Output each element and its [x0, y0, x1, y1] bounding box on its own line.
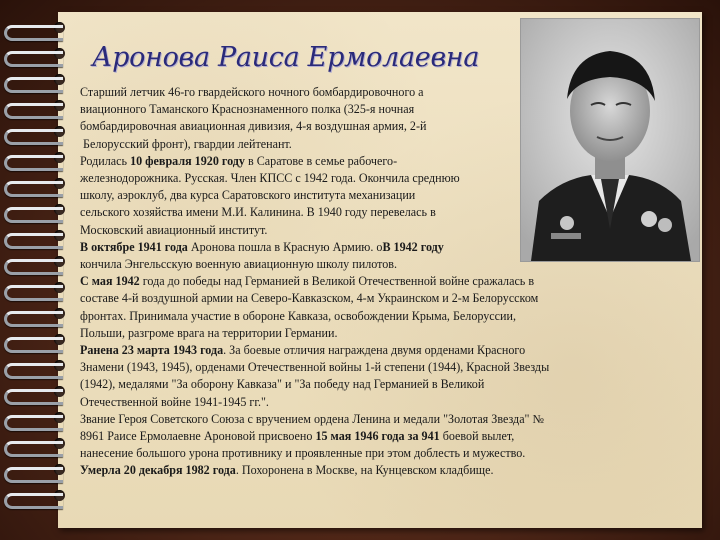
- binding-ring: [4, 410, 68, 426]
- war-date: С мая 1942: [80, 274, 140, 289]
- text-span: Родилась: [80, 153, 131, 168]
- binding-ring: [4, 358, 68, 374]
- army-date: В октябре 1941 года: [80, 239, 188, 254]
- death-date: Умерла 20 декабря 1982 года: [80, 463, 236, 478]
- text-line: железнодорожника. Русская. Член КПСС с 1942 года. Окончила среднюю: [80, 171, 460, 186]
- binding-ring: [4, 436, 68, 452]
- text-span: в Саратове в семье рабочего-: [244, 153, 398, 168]
- text-line: бомбардировочная авиационная дивизия, 4-я воздушная армия, 2-й: [80, 119, 427, 134]
- page-title: Аронова Раиса Ермолаевна: [92, 42, 480, 73]
- binding-ring: [4, 176, 68, 192]
- hero-date: 15 мая 1946 года за 941: [315, 429, 440, 444]
- binding-ring: [4, 124, 68, 140]
- binding-ring: [4, 280, 68, 296]
- text-line: [80, 239, 640, 256]
- binding-ring: [4, 332, 68, 348]
- text-line: [80, 273, 640, 290]
- binding-ring: [4, 46, 68, 62]
- binding-ring: [4, 98, 68, 114]
- binding-ring: [4, 462, 68, 478]
- text-line: фронтах. Принимала участие в обороне Кавказа, освобождении Крыма, Белоруссии,: [80, 308, 517, 323]
- text-span: боевой вылет,: [439, 429, 515, 444]
- text-line: [80, 153, 640, 170]
- text-line: Московский авиационный институт.: [80, 222, 268, 237]
- birth-date: 10 февраля 1920 году: [130, 153, 245, 168]
- text-line: Знамени (1943, 1945), орденами Отечественной войны 1-й степени (1944), Красной Звезды: [80, 360, 550, 375]
- text-span: . Похоронена в Москве, на Кунцевском кладбище.: [235, 463, 494, 478]
- text-line: [80, 462, 640, 479]
- biography-text: [80, 84, 640, 480]
- text-line: [80, 342, 640, 359]
- text-span: года до победы над Германией в Великой Отечественной войне сражалась в: [139, 274, 535, 289]
- text-line: нанесение большого урона противнику и проявленные при этом доблесть и мужество.: [80, 446, 526, 461]
- binding-ring: [4, 306, 68, 322]
- text-line: виационного Таманского Краснознаменного полка (325-я ночная: [80, 102, 415, 117]
- binding-ring: [4, 228, 68, 244]
- binding-ring: [4, 202, 68, 218]
- text-line: школу, аэроклуб, два курса Саратовского института механизации: [80, 188, 416, 203]
- binding-ring: [4, 488, 68, 504]
- binding-ring: [4, 384, 68, 400]
- binding-ring: [4, 20, 68, 36]
- school-date: В 1942 году: [382, 239, 444, 254]
- text-line: [80, 428, 640, 445]
- spiral-binding: [0, 20, 80, 520]
- text-line: сельского хозяйства имени М.И. Калинина. В 1940 году перевелась в: [80, 205, 436, 220]
- text-line: (1942), медалями "За оборону Кавказа" и "За победу над Германией в Великой: [80, 377, 485, 392]
- binding-ring: [4, 254, 68, 270]
- text-span: Аронова пошла в Красную Армию. о: [187, 239, 383, 254]
- text-line: составе 4-й воздушной армии на Северо-Кавказском, 4-м Украинском и 2-м Белорусском: [80, 291, 539, 306]
- text-line: Звание Героя Советского Союза с вручением ордена Ленина и медали "Золотая Звезда" №: [80, 411, 545, 426]
- wound-date: Ранена 23 марта 1943 года: [80, 343, 224, 358]
- text-line: Отечественной войне 1941-1945 гг.".: [80, 394, 269, 409]
- binding-ring: [4, 150, 68, 166]
- text-span: 8961 Раисе Ермолаевне Ароновой присвоено: [80, 429, 316, 444]
- text-span: . За боевые отличия награждена двумя орденами Красного: [223, 343, 526, 358]
- binding-ring: [4, 72, 68, 88]
- text-line: Белорусский фронт), гвардии лейтенант.: [80, 136, 292, 151]
- text-line: кончила Энгельсскую военную авиационную школу пилотов.: [80, 257, 398, 272]
- text-line: Старший летчик 46-го гвардейского ночного бомбардировочного а: [80, 85, 424, 99]
- text-line: Польши, разгроме врага на территории Германии.: [80, 325, 338, 340]
